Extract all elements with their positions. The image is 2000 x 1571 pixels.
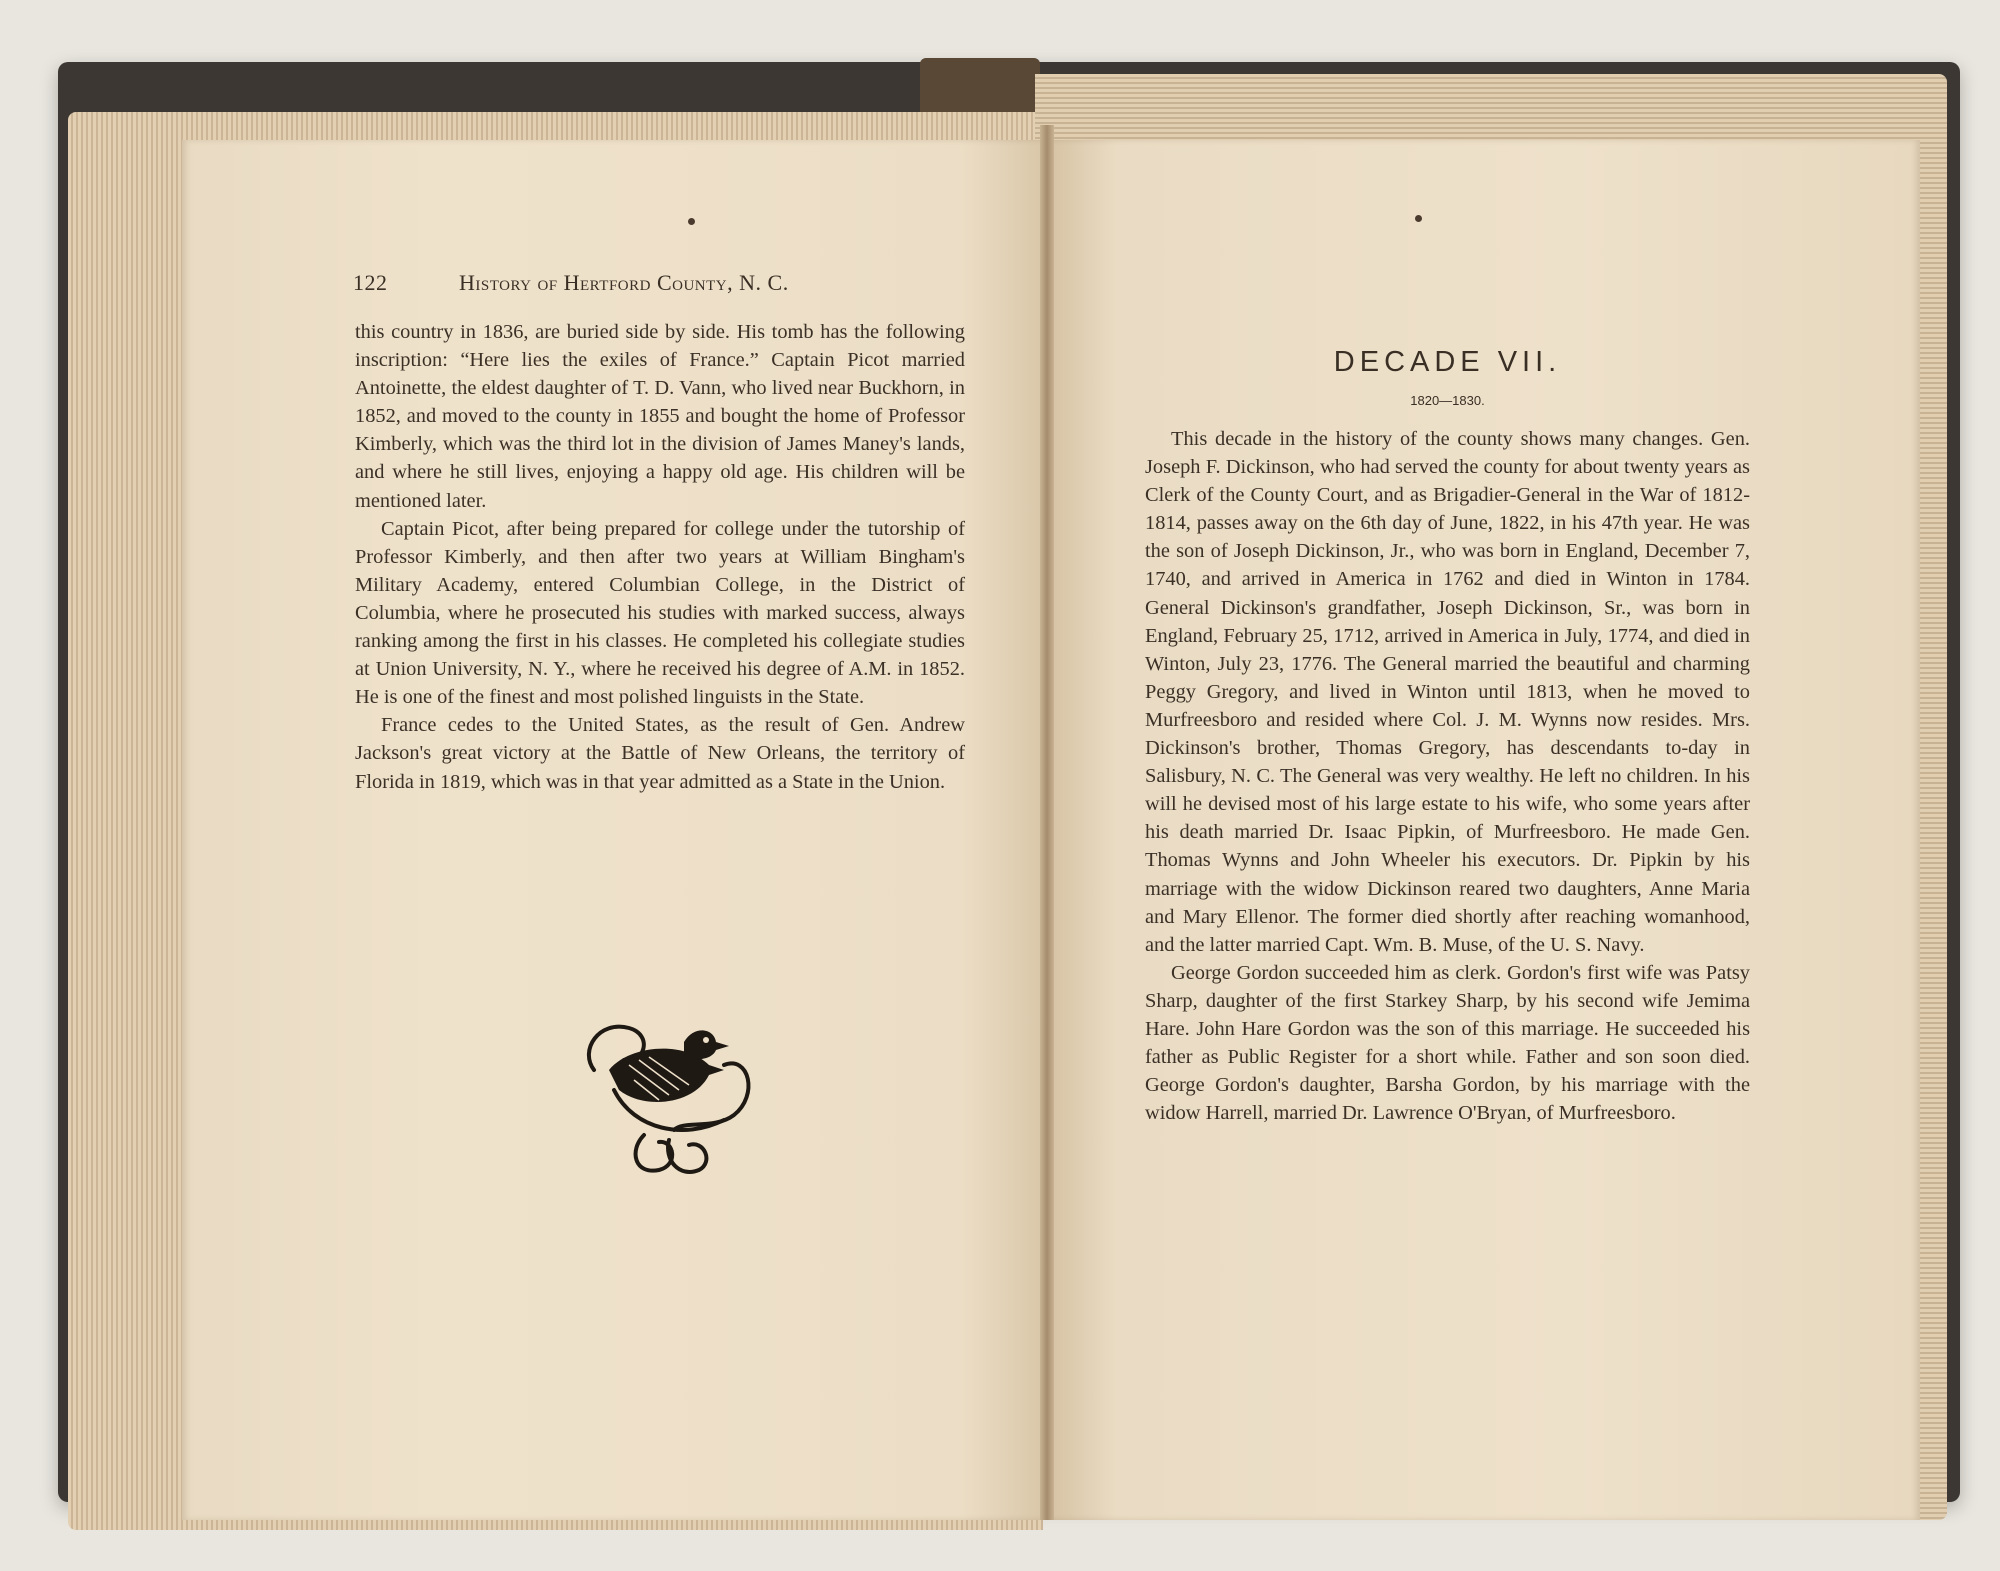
paragraph: France cedes to the United States, as the result of Gen. Andrew Jackson's great victory at the Battle of New Orleans, the territory of Florida in 1819, which was in that year admitted as a State in the Union. — [355, 714, 965, 793]
ink-speck — [1415, 215, 1422, 222]
chapter-title: DECADE VII. — [1333, 346, 1562, 378]
paragraph: Captain Picot, after being prepared for college under the tutorship of Professor Kimberly, and then after two years at William Bingham's Military Academy, entered Columbian College, in the District of Columbia, where he prosecuted his studies with marked success, always ranking among the first in his classes. He completed his collegiate studies at Union University, N. Y., where he received his degree of A.M. in 1852. He is one of the finest and most polished linguists in the State. — [355, 517, 965, 709]
book-spine — [920, 58, 1040, 118]
paragraph: this country in 1836, are buried side by side. His tomb has the following inscription: “Here lies the exiles of France.” Captain Picot married Antoinette, the eldest daughter of T. D. Vann, who lived near Buckhorn, in 1852, and moved to the county in 1855 and bought the home of Professor Kimberly, which was the third lot in the division of James Maney's lands, and where he still lives, enjoying a happy old age. His children will be mentioned later. — [355, 321, 965, 512]
book-gutter — [1040, 125, 1054, 1520]
running-head — [353, 270, 953, 296]
page-number: 122 — [353, 270, 388, 295]
ink-speck — [688, 218, 695, 225]
bird-ornament-icon — [574, 1010, 764, 1180]
chapter-years: 1820—1830. — [1410, 393, 1485, 408]
left-page-text — [355, 318, 965, 796]
paragraph: George Gordon succeeded him as clerk. Gordon's first wife was Patsy Sharp, daughter of the first Starkey Sharp, by his second wife Jemima Hare. John Hare Gordon was the son of this marriage. He succeeded his father as Public Register for a short while. Father and son soon died. George Gordon's daughter, Barsha Gordon, by his marriage with the widow Harrell, married Dr. Lawrence O'Bryan, of Murfreesboro. — [1145, 961, 1750, 1125]
paragraph: This decade in the history of the county shows many changes. Gen. Joseph F. Dickinson, who had served the county for about twenty years as Clerk of the County Court, and as Brigadier-General in the War of 1812-1814, passes away on the 6th day of June, 1822, in his 47th year. He was the son of Joseph Dickinson, Jr., who was born in England, December 7, 1740, and arrived in America in 1762 and died in Winton in 1784. General Dickinson's grandfather, Joseph Dickinson, Sr., was born in England, February 25, 1712, arrived in America in July, 1774, and died in Winton, July 23, 1776. The General married the beautiful and charming Peggy Gregory, and lived in Winton until 1813, when he moved to Murfreesboro and resided where Col. J. M. Wynns now resides. Mrs. Dickinson's brother, Thomas Gregory, has descendants to-day in Salisbury, N. C. The General was very wealthy. He left no children. In his will he devised most of his large estate to his wife, who some years after his death married Dr. Isaac Pipkin, of Murfreesboro. He made Gen. Thomas Wynns and John Wheeler his executors. Dr. Pipkin by his marriage with the widow Dickinson reared two daughters, Anne Maria and Mary Ellenor. The former died shortly after reaching womanhood, and the latter married Capt. Wm. B. Muse, of the U. S. Navy. — [1145, 428, 1750, 956]
right-page-text — [1145, 425, 1750, 1127]
running-head-title: History of Hertford County, N. C. — [459, 270, 789, 295]
